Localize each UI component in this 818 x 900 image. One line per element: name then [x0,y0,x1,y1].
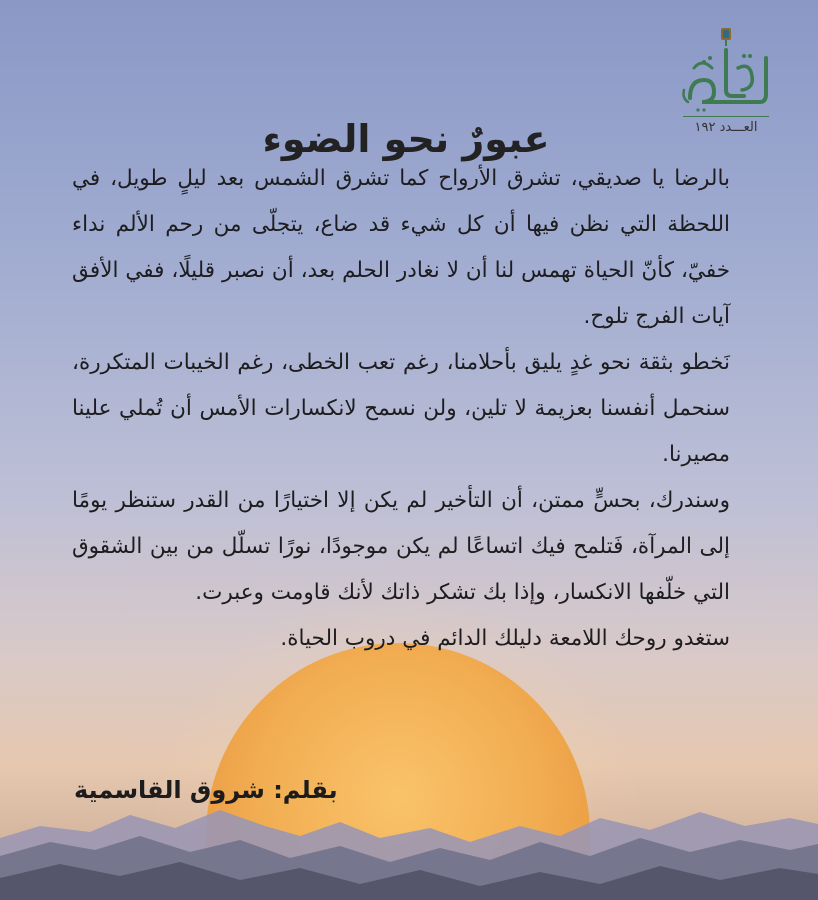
shirara-logo-icon [680,28,772,114]
article-body [72,156,730,662]
author-name: شروق القاسمية [74,776,265,804]
paragraph-3: وسندرك، بحسٍّ ممتن، أن التأخير لم يكن إلا اختيارًا من القدر ستنظر يومًا إلى المرآة، فَتلمح فيك اتساعًا لم يكن موجودًا، نورًا تسلّل من بين الشقوق التي خلّفها الانكسار، وإذا بك تشكر ذاتك لأنك قاومت وعبرت. [72,488,730,605]
author-byline [74,776,338,804]
article-title: عبورٌ نحو الضوء [262,117,550,162]
author-prefix: بقلم: [273,776,338,804]
issue-number: العـــدد ١٩٢ [694,120,758,135]
paragraph-4: ستغدو روحك اللامعة دليلك الدائم في دروب الحياة. [280,626,730,651]
paragraph-2: نَخطو بثقة نحو غدٍ يليق بأحلامنا، رغم تعب الخطى، رغم الخيبات المتكررة، سنحمل أنفسنا بعزيمة لا تلين، ولن نسمح لانكسارات الأمس أن تُملي علينا مصيرنا. [72,350,730,467]
paragraph-1: بالرضا يا صديقي، تشرق الأرواح كما تشرق الشمس بعد ليلٍ طويل، في اللحظة التي نظن فيها أن كل شيء قد ضاع، يتجلّى من رحم الألم نداء خفيّ، كأنّ الحياة تهمس لنا أن لا نغادر الحلم بعد، أن نصبر قليلًا، ففي الأفق آيات الفرج تلوح. [72,166,730,329]
